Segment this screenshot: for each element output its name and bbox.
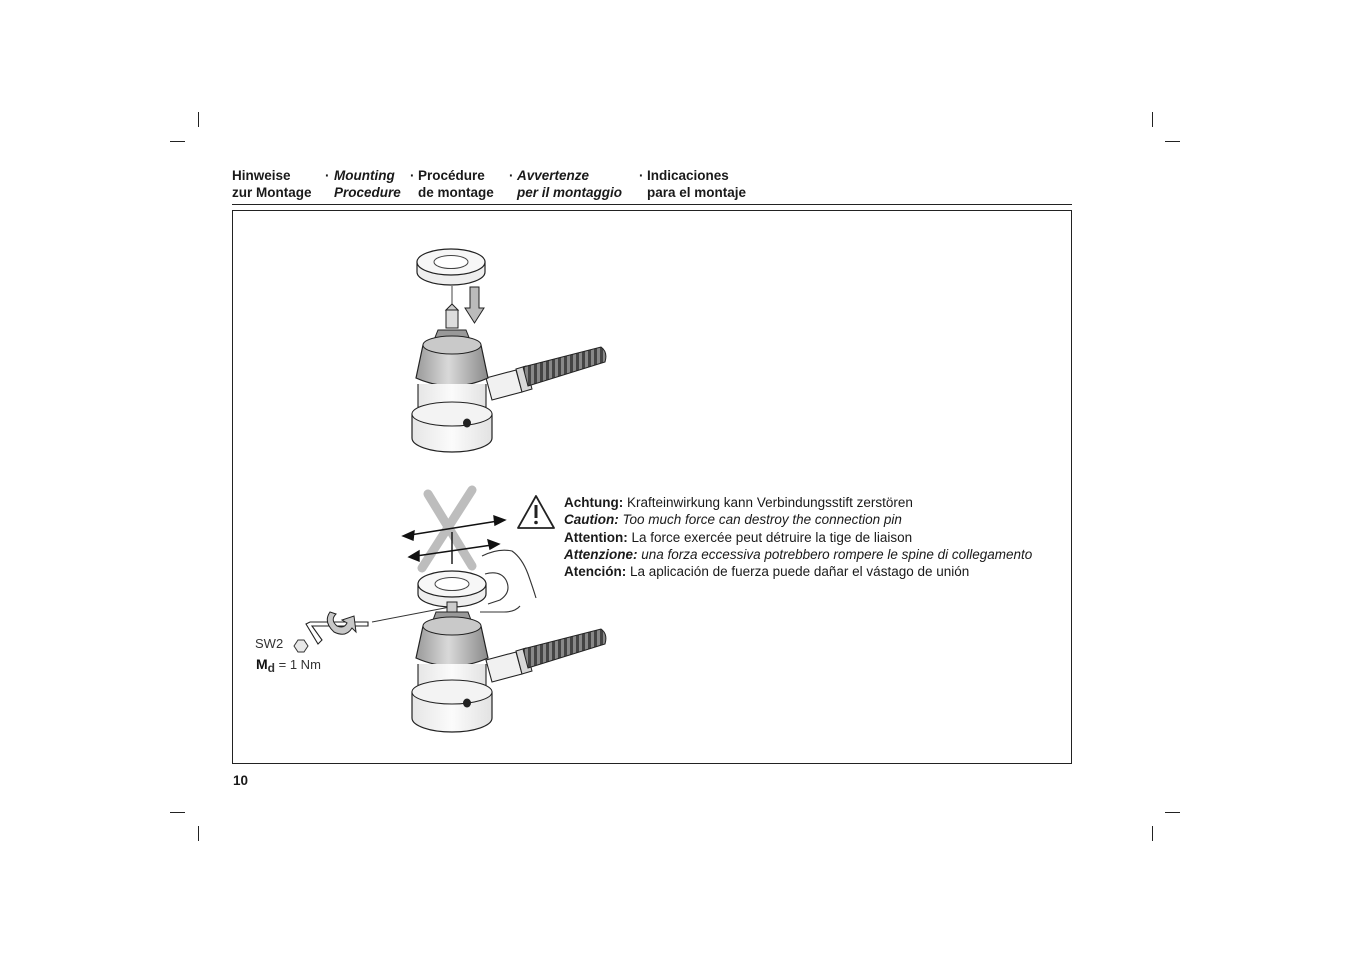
torque-label: $M_d = 1$ Nm [256,656,321,675]
caution-es: Atención: La aplicación de fuerza puede dañar el vástago de unión [564,564,970,580]
cable [486,629,606,682]
page-number: 10 [233,773,249,788]
down-arrow-icon [465,287,484,323]
cap-disc [417,249,485,285]
header-fr: Procédure de montage [418,168,494,200]
header-separator: · [639,168,644,183]
caution-notice [564,494,1032,580]
cable [486,347,606,400]
header-es: Indicaciones para el montaje [647,168,747,200]
header-it: Avvertenze per il montaggio [517,168,623,200]
header-separator: · [410,168,415,183]
caution-de: Achtung: Krafteinwirkung kann Verbindungsstift zerstören [564,495,913,510]
header-de: Hinweise zur Montage [232,168,312,200]
device-bottom [294,490,606,732]
caution-it: Attenzione: una forza eccessiva potrebbero rompere le spine di collegamento [564,546,1033,562]
header-en: Mounting Procedure [334,168,401,200]
warning-triangle-icon [518,496,554,528]
header-separator: · [325,168,330,183]
header-separator: · [509,168,514,183]
hand-outline [480,550,536,612]
caution-fr: Attention: La force exercée peut détruire la tige de liaison [564,529,913,545]
wrench-size-label: SW2 [255,636,284,651]
caution-en: Caution: Too much force can destroy the connection pin [564,512,902,528]
hex-socket-icon [294,640,308,652]
device-top [412,249,606,452]
